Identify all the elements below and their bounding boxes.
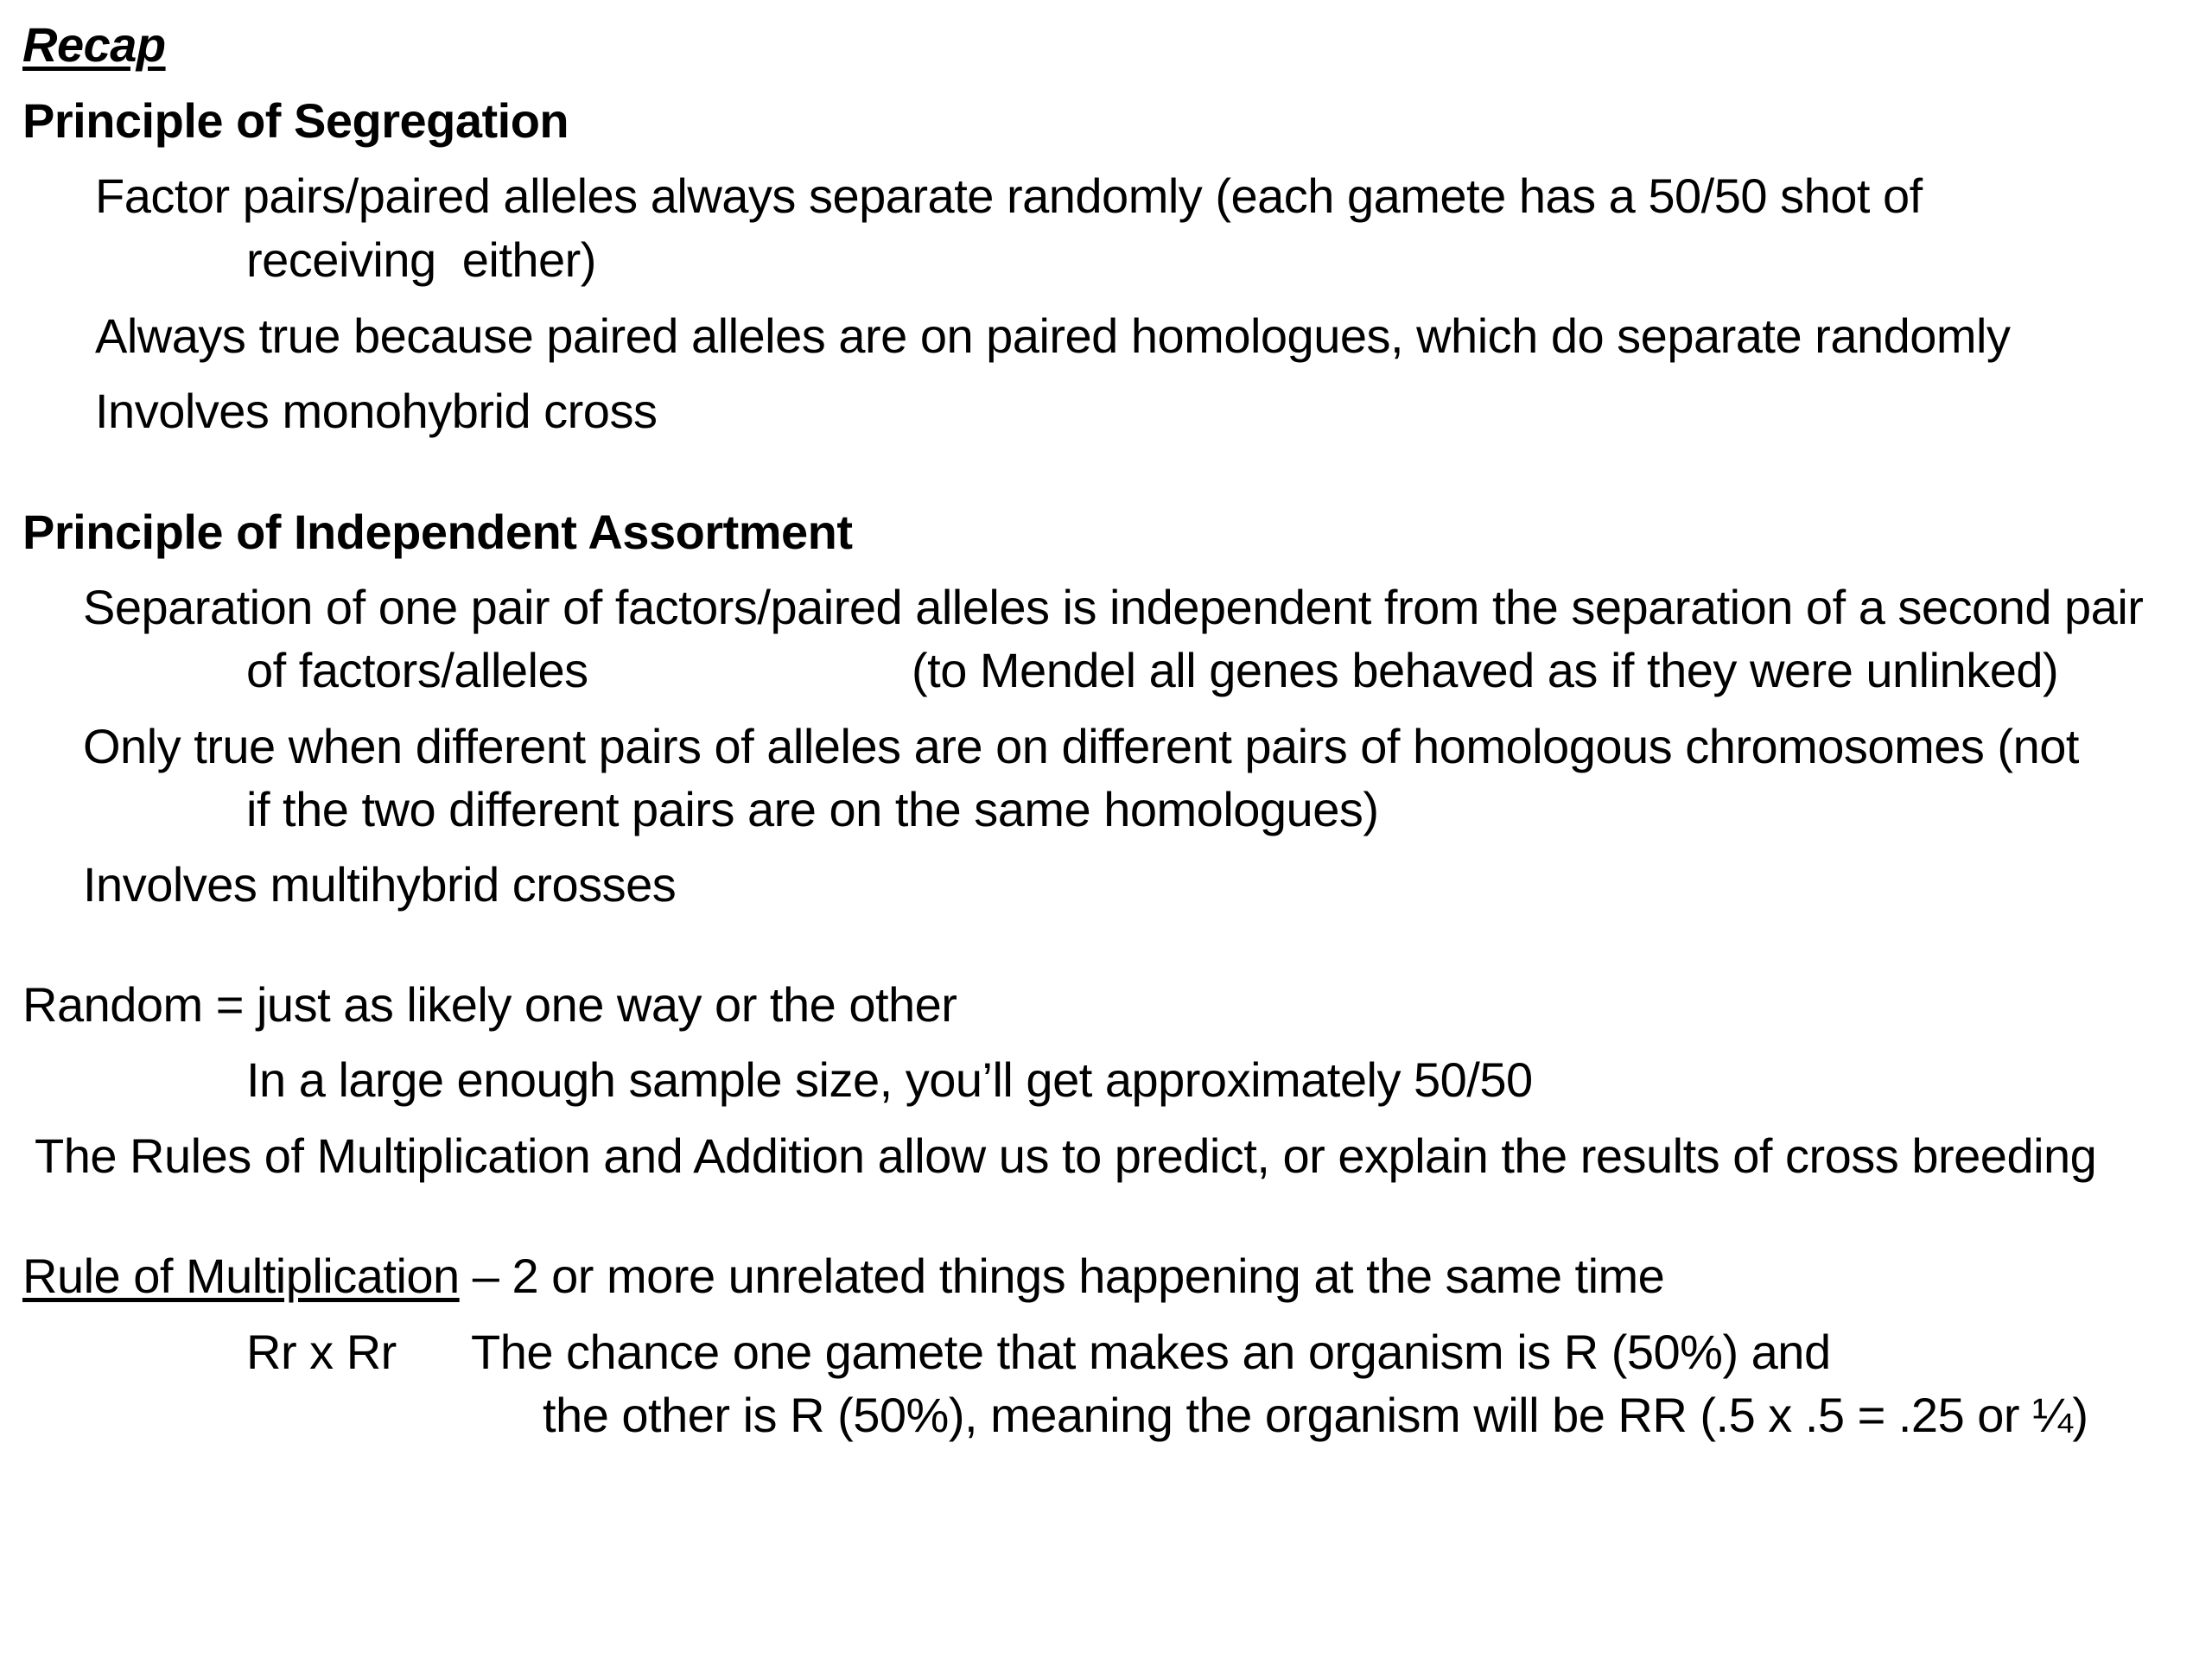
segregation-point-3: Involves monohybrid cross <box>95 384 658 438</box>
assortment-point-3: Involves multihybrid crosses <box>83 857 677 912</box>
multiplication-explanation-cont: the other is R (50%), meaning the organism will be RR (.5 x .5 = .25 or ¼) <box>543 1388 2088 1442</box>
cross-notation: Rr x Rr <box>246 1325 397 1379</box>
multiplication-explanation: The chance one gamete that makes an organism is R (50%) and <box>471 1325 1831 1379</box>
random-detail: In a large enough sample size, you’ll get approximately 50/50 <box>246 1052 1533 1107</box>
multiplication-rule <box>22 1245 1664 1307</box>
multiplication-rule-desc: – 2 or more unrelated things happening at the same time <box>459 1249 1665 1303</box>
assortment-point-1-note: (to Mendel all genes behaved as if they were unlinked) <box>912 643 2059 697</box>
random-definition: Random = just as likely one way or the other <box>22 977 957 1032</box>
slide-title: Recap <box>22 17 166 72</box>
rules-intro: The Rules of Multiplication and Addition allow us to predict, or explain the results of cross breeding <box>35 1128 2097 1183</box>
multiplication-rule-label: Rule of Multiplication <box>22 1249 460 1303</box>
segregation-point-1-cont: receiving either) <box>246 232 596 287</box>
segregation-point-1: Factor pairs/paired alleles always separate randomly (each gamete has a 50/50 shot of <box>95 168 1923 223</box>
segregation-heading: Principle of Segregation <box>22 93 569 148</box>
assortment-point-1: Separation of one pair of factors/paired alleles is independent from the separation of a second pair <box>83 580 2144 634</box>
assortment-point-2: Only true when different pairs of alleles are on different pairs of homologous chromosomes (not <box>83 719 2079 773</box>
segregation-point-2: Always true because paired alleles are on paired homologues, which do separate randomly <box>95 308 2011 363</box>
assortment-heading: Principle of Independent Assortment <box>22 505 853 559</box>
assortment-point-2-cont: if the two different pairs are on the same homologues) <box>246 782 1379 836</box>
assortment-point-1-cont: of factors/alleles <box>246 643 588 697</box>
